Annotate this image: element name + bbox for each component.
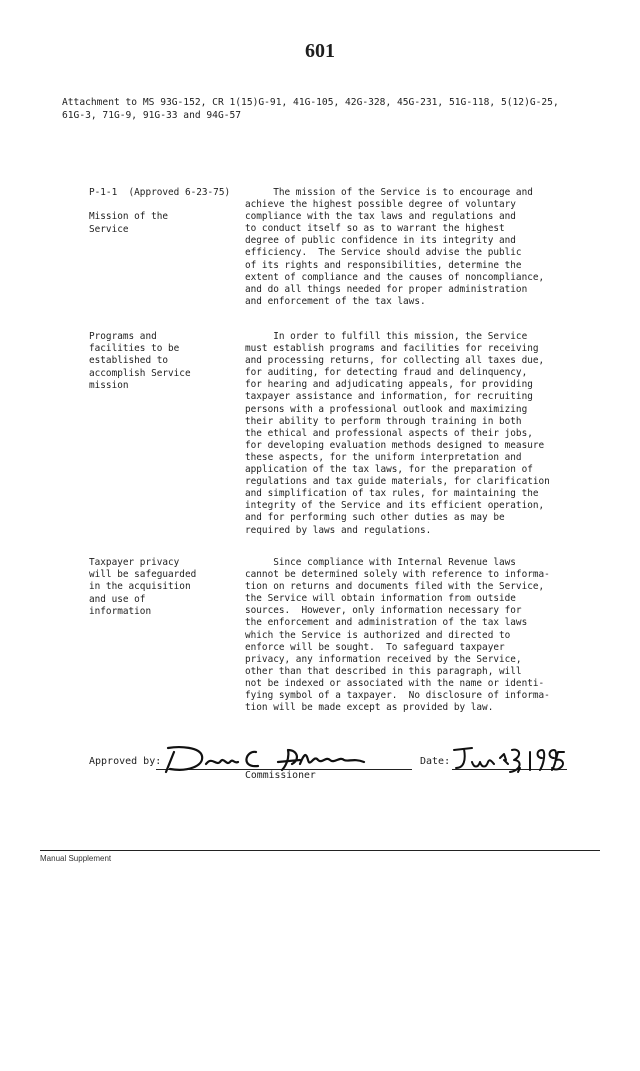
handwritten-date [450,742,570,776]
approved-by-label: Approved by: [89,756,162,767]
footer-label: Manual Supplement [40,854,112,863]
paragraph-programs: In order to fulfill this mission, the Service must establish programs and facilities for receiving and processing returns, for collecting all taxes due, for auditing, for detecting fraud and delinquency, for hearing and adjudicating appeals, for providing taxpayer assistance and information, for recruiting persons with a professional outlook and maximizing their ability to perform through training in both the ethical and professional aspects of their jobs, for developing evaluation methods designed to measure these aspects, for the uniform interpretation and application of the tax laws, for the preparation of regulations and tax guide materials, for clarification and simplification of tax rules, for maintaining the integrity of the Service and its efficient operation, and for performing such other duties as may be required by laws and regulations. [245,331,550,536]
paragraph-mission: The mission of the Service is to encourage and achieve the highest possible degree of voluntary compliance with the tax laws and regulations and to conduct itself so as to warrant the highest degree of public confidence in its integrity and efficiency. The Service should advise the public of its rights and responsibilities, determine the extent of compliance and the causes of noncompliance, and do all things needed for proper administration and enforcement of the tax laws. [245,187,545,307]
signer-title: Commissioner [245,770,316,781]
margin-note-programs: Programs and facilities to be established to accomplish Service mission [89,331,191,391]
date-label: Date: [420,756,451,767]
margin-note-privacy: Taxpayer privacy will be safeguarded in the acquisition and use of information [89,557,197,617]
paragraph-privacy: Since compliance with Internal Revenue laws cannot be determined solely with reference to informa- tion on returns and documents filed with the Service, the Service will obtain information from outside sources. However, only information necessary for the enforcement and administration of the tax laws which the Service is authorized and directed to enforce will be sought. To safeguard taxpayer privacy, any information received by the Service, other than that described in this paragraph, will not be indexed or associated with the name or identi- fying symbol of a taxpayer. No disclosure of informa- tion will be made except as provided by law. [245,557,550,714]
attachment-reference [62,96,622,122]
attachment-line-1: Attachment to MS 93G-152, CR 1(15)G-91, 41G-105, 42G-328, 45G-231, 51G-118, 5(12)G-25, [62,97,559,108]
margin-note-mission: P-1-1 (Approved 6-23-75) Mission of the Service [89,187,231,235]
attachment-line-2: 61G-3, 71G-9, 91G-33 and 94G-57 [62,110,242,121]
footer-rule [40,850,600,851]
page-number: 601 [305,40,335,62]
